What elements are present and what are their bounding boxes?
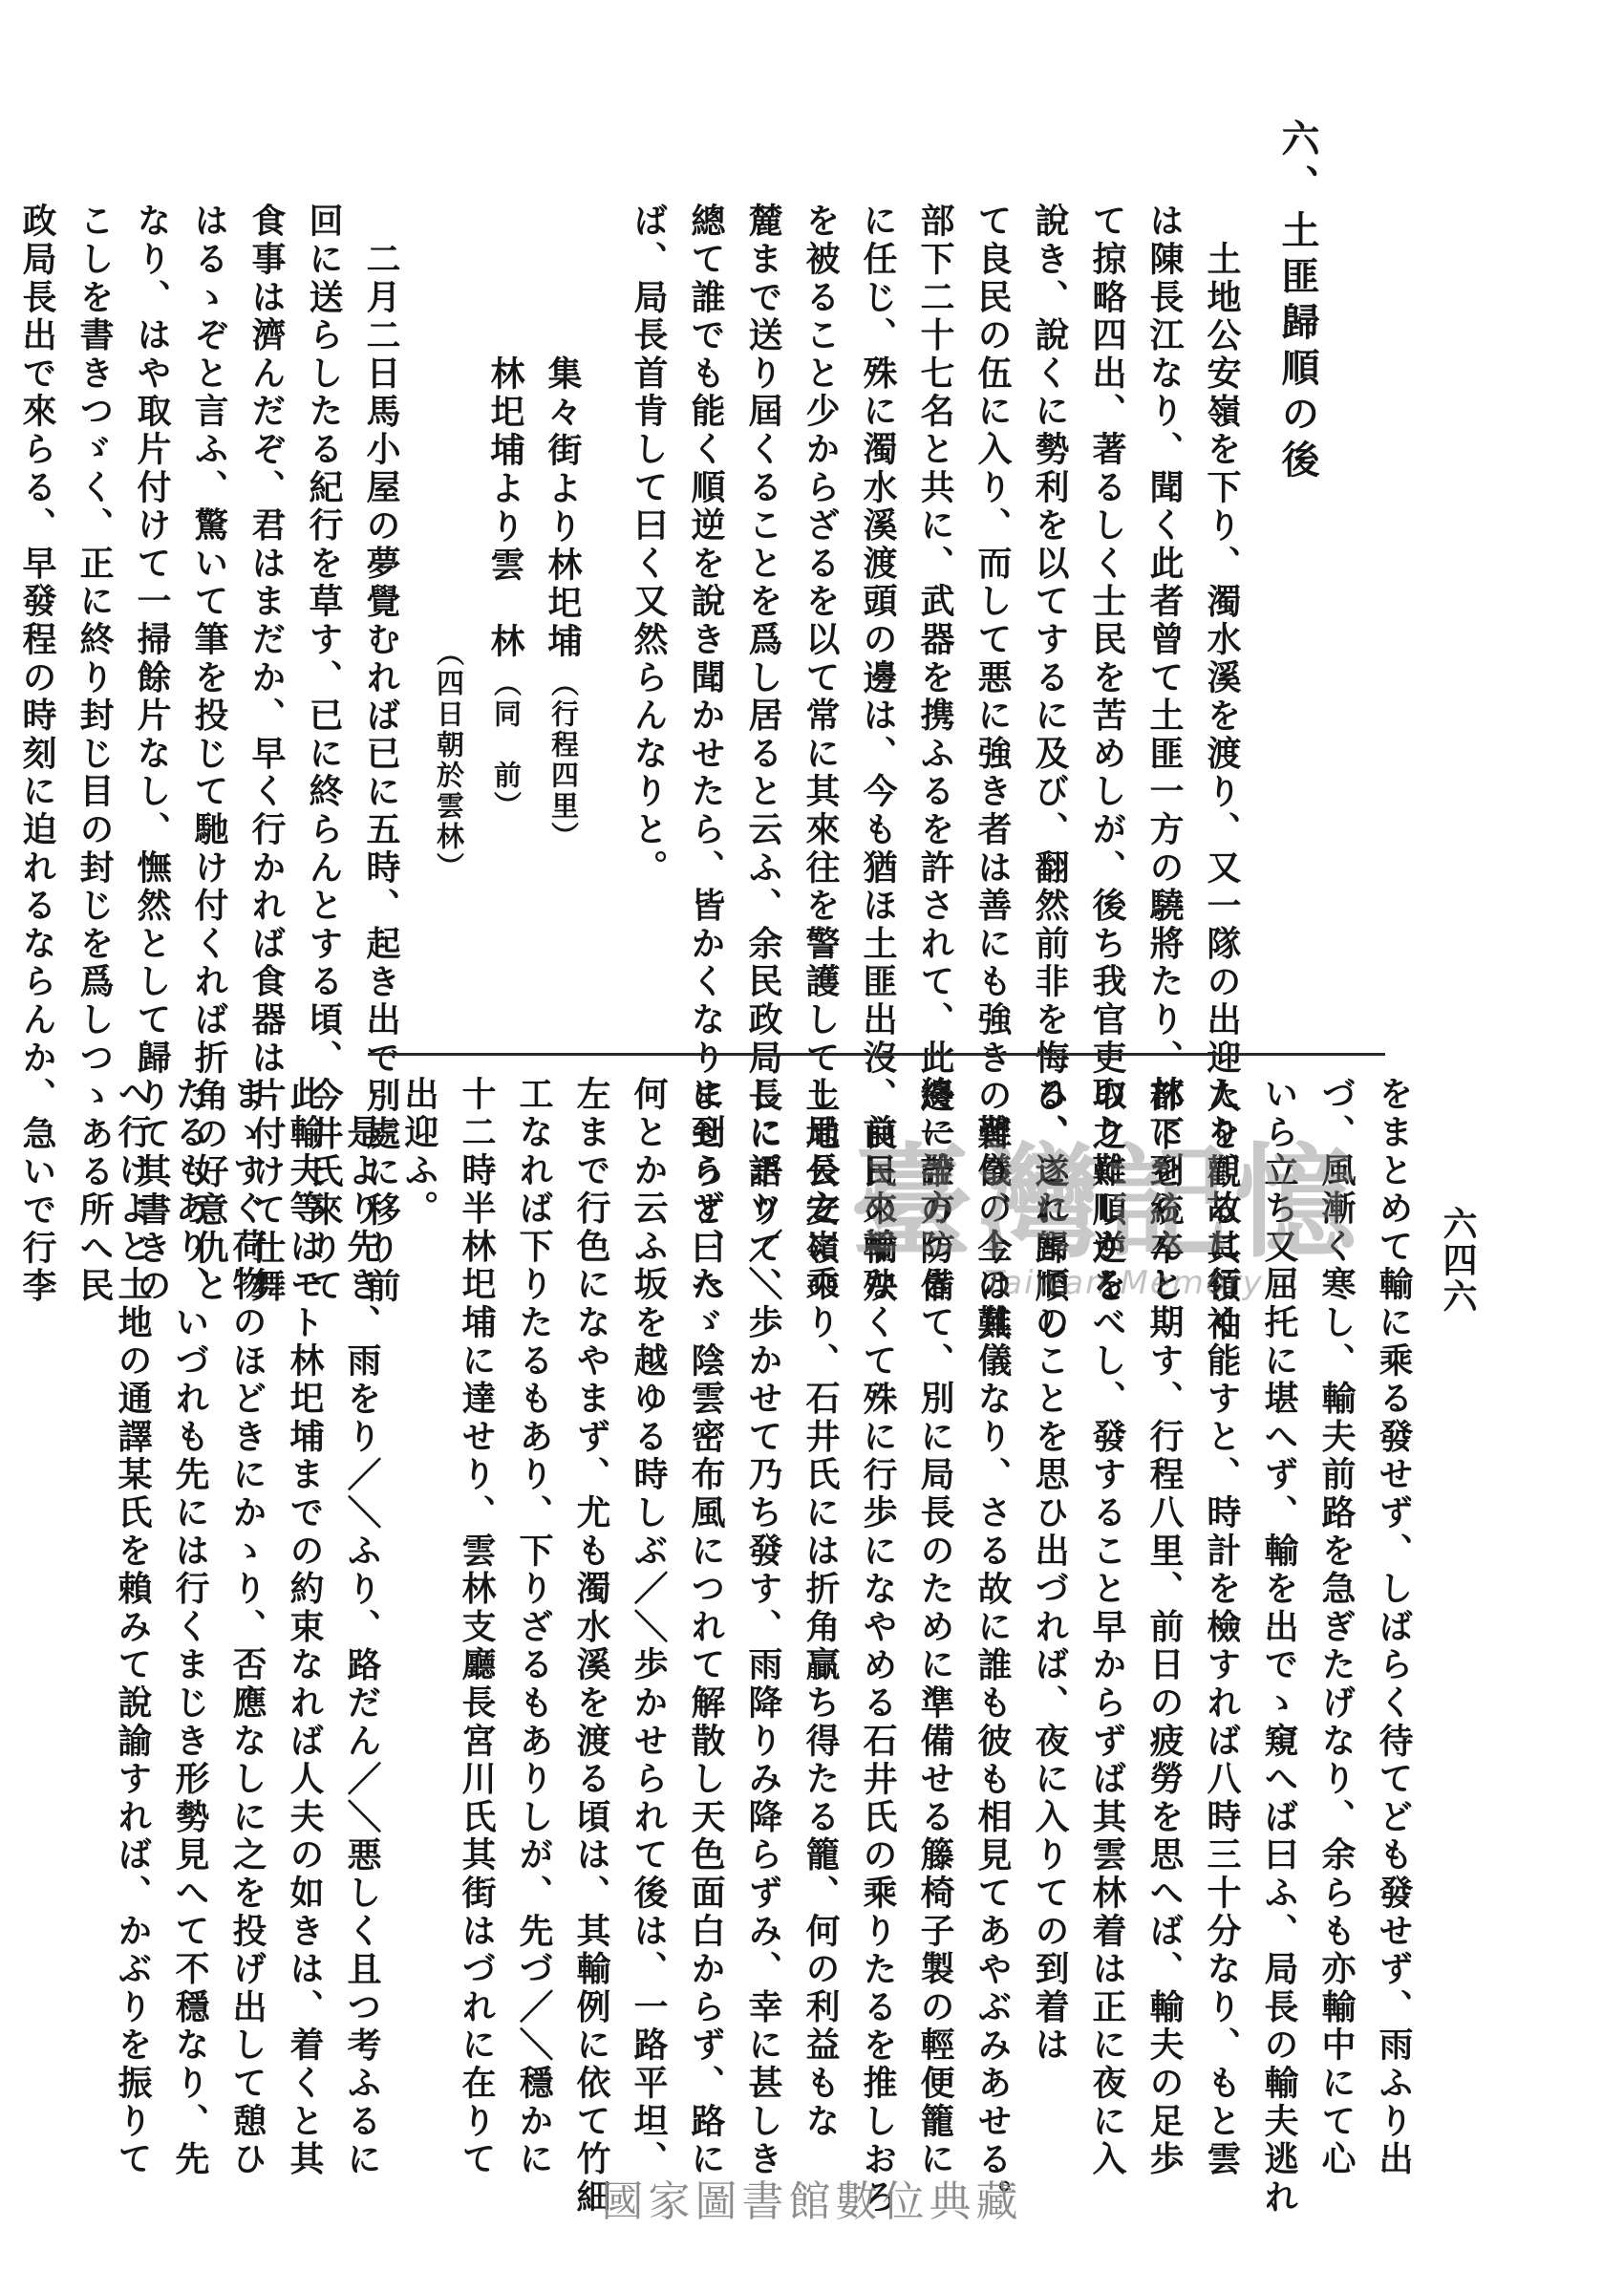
- page-number: 六四六: [1438, 1206, 1478, 1315]
- route-distance: （同 前）: [490, 669, 523, 822]
- text-column: いら立ち又屈托に堪へず、輸を出でゝ窺へば曰ふ、局長の輸夫逃れ: [1259, 1076, 1299, 2217]
- text-column: て良民の伍に入り、而して悪に強き者は善にも強きの習ひ、今は其: [972, 203, 1013, 1343]
- text-column: し局長之に乘り、石井氏には折角贏ち得たる籠、何の利益もな: [801, 1076, 841, 2141]
- text-column: 出迎ふ。: [399, 1076, 439, 1229]
- text-column: 部下二十七名と共に、武器を携ふるを許されて、此邊一帶の防備: [915, 203, 955, 1306]
- watermark-subtext: Taiwan Memory: [984, 1264, 1264, 1302]
- text-column: 麓まで送り屆くることを爲し居ると云ふ、余民政局長に語りて、: [743, 203, 783, 1306]
- dateline: （四日朝於雲林）: [433, 638, 465, 883]
- library-footer: 國家圖書館數位典藏: [601, 2177, 1023, 2226]
- text-column: 土地公安嶺を下り、濁水溪を渡り、又一隊の出迎人を觀る其領袖: [1202, 241, 1242, 1344]
- text-column: は陳長江なり、聞く此者曾て土匪一方の驍將たり、部下を統卒し: [1144, 203, 1185, 1306]
- text-column: 林に到らんと期す、行程八里、前日の疲勞を思へば、輸夫の足歩: [1144, 1076, 1185, 2179]
- text-column: はるゝぞと言ふ、驚いて筆を投じて馳け付くれば折角の好意仇と: [189, 203, 229, 1306]
- text-column: に到らず、たゞ陰雲密布風につれて解散し天色面白からず、路に: [686, 1076, 726, 2179]
- text-column: 終に詮方つきて、別に局長のために準備せる籐椅子製の輕便籠に: [915, 1076, 955, 2179]
- text-column: 十二時半林圯埔に達せり、雲林支廳長宮川氏其街はづれに在りて: [457, 1076, 497, 2179]
- text-column: こしを書きつゞく、正に終り封じ目の封じを爲しつゝある所へ民: [75, 203, 115, 1306]
- text-column: 說き、說くに勢利を以てするに及び、翻然前非を悔ひ、遂に歸順し: [1030, 203, 1070, 1343]
- taiwan-memory-watermark: [850, 1131, 1366, 1323]
- text-column: 總て誰でも能く順逆を說き聞かせたら、皆かくなりませうと曰へ: [686, 203, 726, 1306]
- text-column: 回に送らしたる紀行を草す、已に終らんとする頃、今井氏來りて: [304, 203, 344, 1306]
- route-distance: （行程四里）: [547, 669, 580, 852]
- text-column: 取り難しかるべし、發すること早からずば其雲林着は正に夜に入: [1087, 1076, 1127, 2179]
- text-column: たり、故に行く能すと、時計を檢すれば八時三十分なり、もと雲: [1202, 1076, 1242, 2179]
- text-column: る、これまでのことを思ひ出づれば、夜に入りての到着は: [1030, 1076, 1070, 2065]
- section-divider: [368, 1053, 1385, 1056]
- text-column: に任じ、殊に濁水溪渡頭の邊は、今も猶ほ土匪出沒、良民の禍殃: [858, 203, 898, 1306]
- route-heading: 林圯埔より雲 林: [485, 355, 525, 661]
- text-column: をまとめて輸に乘る發せず、しばらく待てども發せず、雨ふり出: [1374, 1076, 1414, 2179]
- text-column: たるもあり、いづれも先には行くまじき形勢見へて不穩なり、先: [170, 1076, 210, 2179]
- text-column: 食事は濟んだぞ、君はまだか、早く行かれば食器は片付けて仕舞: [246, 203, 287, 1306]
- text-column: 是より先き、雨をり／＼ふり、路だん／＼悪しく且つ考ふるに: [342, 1114, 382, 2179]
- text-column: 工なれば下りたるもあり、下りざるもありしが、先づ／＼穩かに: [514, 1076, 554, 2179]
- text-column: なり、はや取片付けて一掃餘片なし、憮然として歸りて其書きの: [132, 203, 172, 1306]
- text-column: しにポツ／＼歩かせて乃ち發す、雨降りみ降らずみ、幸に甚しき: [743, 1076, 783, 2179]
- text-column: 左まで行色になやまず、尤も濁水溪を渡る頃は、其輸例に依て竹細: [571, 1076, 611, 2217]
- route-heading: 集々街より林圯埔: [543, 355, 583, 661]
- watermark-text: 臺灣記憶: [850, 1131, 1363, 1275]
- text-column: ば、局長首肯して曰く又然らんなりと。: [629, 203, 669, 888]
- text-column: 二月二日馬小屋の夢覺むれば已に五時、起き出で別處に移り前: [361, 241, 401, 1306]
- text-column: づ、風漸く寒し、輸夫前路を急ぎたげなり、余らも亦輸中にて心: [1316, 1076, 1357, 2179]
- text-column: 難儀の上の難儀なり、さる故に誰も彼も相見てあやぶみあせる。: [972, 1114, 1013, 2218]
- text-column: 政局長出で來らる、早發程の時刻に迫れるならんか、急いで行李: [17, 203, 57, 1306]
- text-column: 何とか云ふ坂を越ゆる時しぶ／＼歩かせられて後は、一路平坦、: [629, 1076, 669, 2179]
- text-column: 此輸夫等はモト林圯埔までの約束なれば人夫の如きは、着くと其: [285, 1076, 325, 2179]
- text-column: て掠略四出、著るしく士民を苦めしが、後ち我官吏の之に順逆を: [1087, 203, 1127, 1306]
- text-column: を被ること少からざるを以て常に其來往を警護して土地公安嶺の: [801, 203, 841, 1306]
- section-title: 六、土匪歸順の後: [1275, 118, 1320, 485]
- text-column: 前日來輸なくて殊に行歩になやめる石井氏の乘りたるを推しおろ: [858, 1114, 898, 2218]
- text-column: まゝすぐ荷物のほどきにかゝり、否應なしに之を投げ出して憩ひ: [227, 1076, 267, 2179]
- text-column: へ行けよと土地の通譯某氏を賴みて說諭すれば、かぶりを振りて: [113, 1076, 153, 2179]
